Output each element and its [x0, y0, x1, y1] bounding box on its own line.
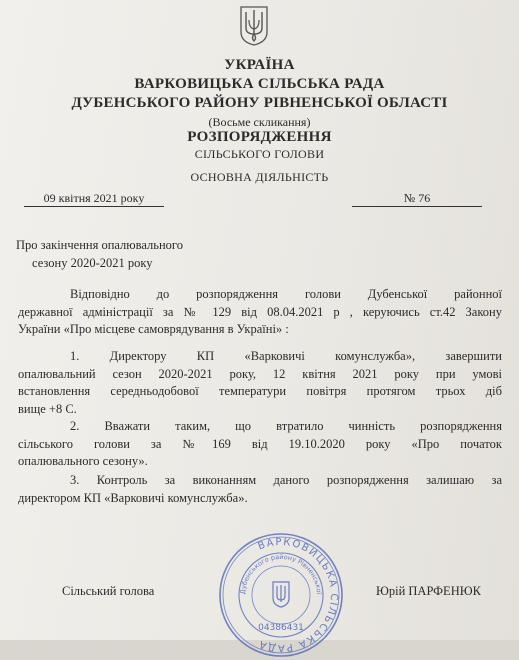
seal-trident-icon — [273, 582, 289, 607]
text-line: 3. Контроль за виконанням даного розпорядження залишаю за — [70, 473, 502, 487]
signatory-title: Сільський голова — [62, 584, 155, 598]
document-date: 09 квітня 2021 року — [24, 190, 164, 207]
intro-paragraph — [18, 286, 502, 339]
item-3-paragraph — [18, 472, 502, 507]
subject-line-1: Про закінчення опалювального — [16, 238, 183, 252]
text-line: Відповідно до розпорядження голови Дубенської районної — [70, 287, 502, 301]
document-type-title: РОЗПОРЯДЖЕННЯ — [187, 129, 332, 145]
subject-line-2: сезону 2020-2021 року — [32, 256, 153, 270]
seal-ring-text: ВАРКОВИЦЬКА СІЛЬСЬКА РАДА — [256, 536, 340, 654]
district-heading: ДУБЕНСЬКОГО РАЙОНУ РІВНЕНСЬКОЇ ОБЛАСТІ — [71, 95, 448, 111]
document-number: № 76 — [352, 190, 482, 207]
activity-category: ОСНОВНА ДІЯЛЬНІСТЬ — [190, 170, 329, 184]
text-line: опалювальний сезон 2020-2021 року, 12 квітня 2021 року при умові — [18, 366, 502, 381]
text-line: директором КП «Варковичі комунслужба». — [18, 490, 248, 505]
council-heading: ВАРКОВИЦЬКА СІЛЬСЬКА РАДА — [134, 76, 385, 92]
text-line: встановлення середньодобової температури повітря протягом трьох діб — [18, 384, 502, 398]
seal-inner-text: Дубенського району Рівненської — [238, 552, 324, 595]
country-heading: УКРАЇНА — [224, 57, 295, 73]
item-1-paragraph — [18, 348, 502, 418]
text-line: України «Про місцеве самоврядування в Україні» : — [18, 322, 289, 336]
coat-of-arms-trident-icon — [239, 4, 269, 46]
item-2-paragraph — [18, 418, 502, 471]
text-line: державної адміністрації за № 129 від 08.04.2021 р , керуючись ст.42 Закону — [18, 304, 502, 319]
convocation-note: (Восьме скликання) — [208, 115, 311, 129]
text-line: вище +8 С. — [18, 401, 77, 416]
text-line: 1. Директору КП «Варковичі комунслужба», завершити — [70, 349, 502, 363]
signatory-name: Юрій ПАРФЕНЮК — [376, 584, 481, 598]
text-line: опалювального сезону». — [18, 454, 148, 468]
official-seal — [216, 530, 346, 660]
text-line: сільського голови за №169 від 19.10.2020 року «Про початок — [18, 436, 502, 451]
seal-code: 04386431 — [258, 623, 304, 633]
document-type-subtitle: СІЛЬСЬКОГО ГОЛОВИ — [194, 147, 325, 161]
text-line: 2. Вважати таким, що втратило чинність розпорядження — [70, 419, 502, 433]
